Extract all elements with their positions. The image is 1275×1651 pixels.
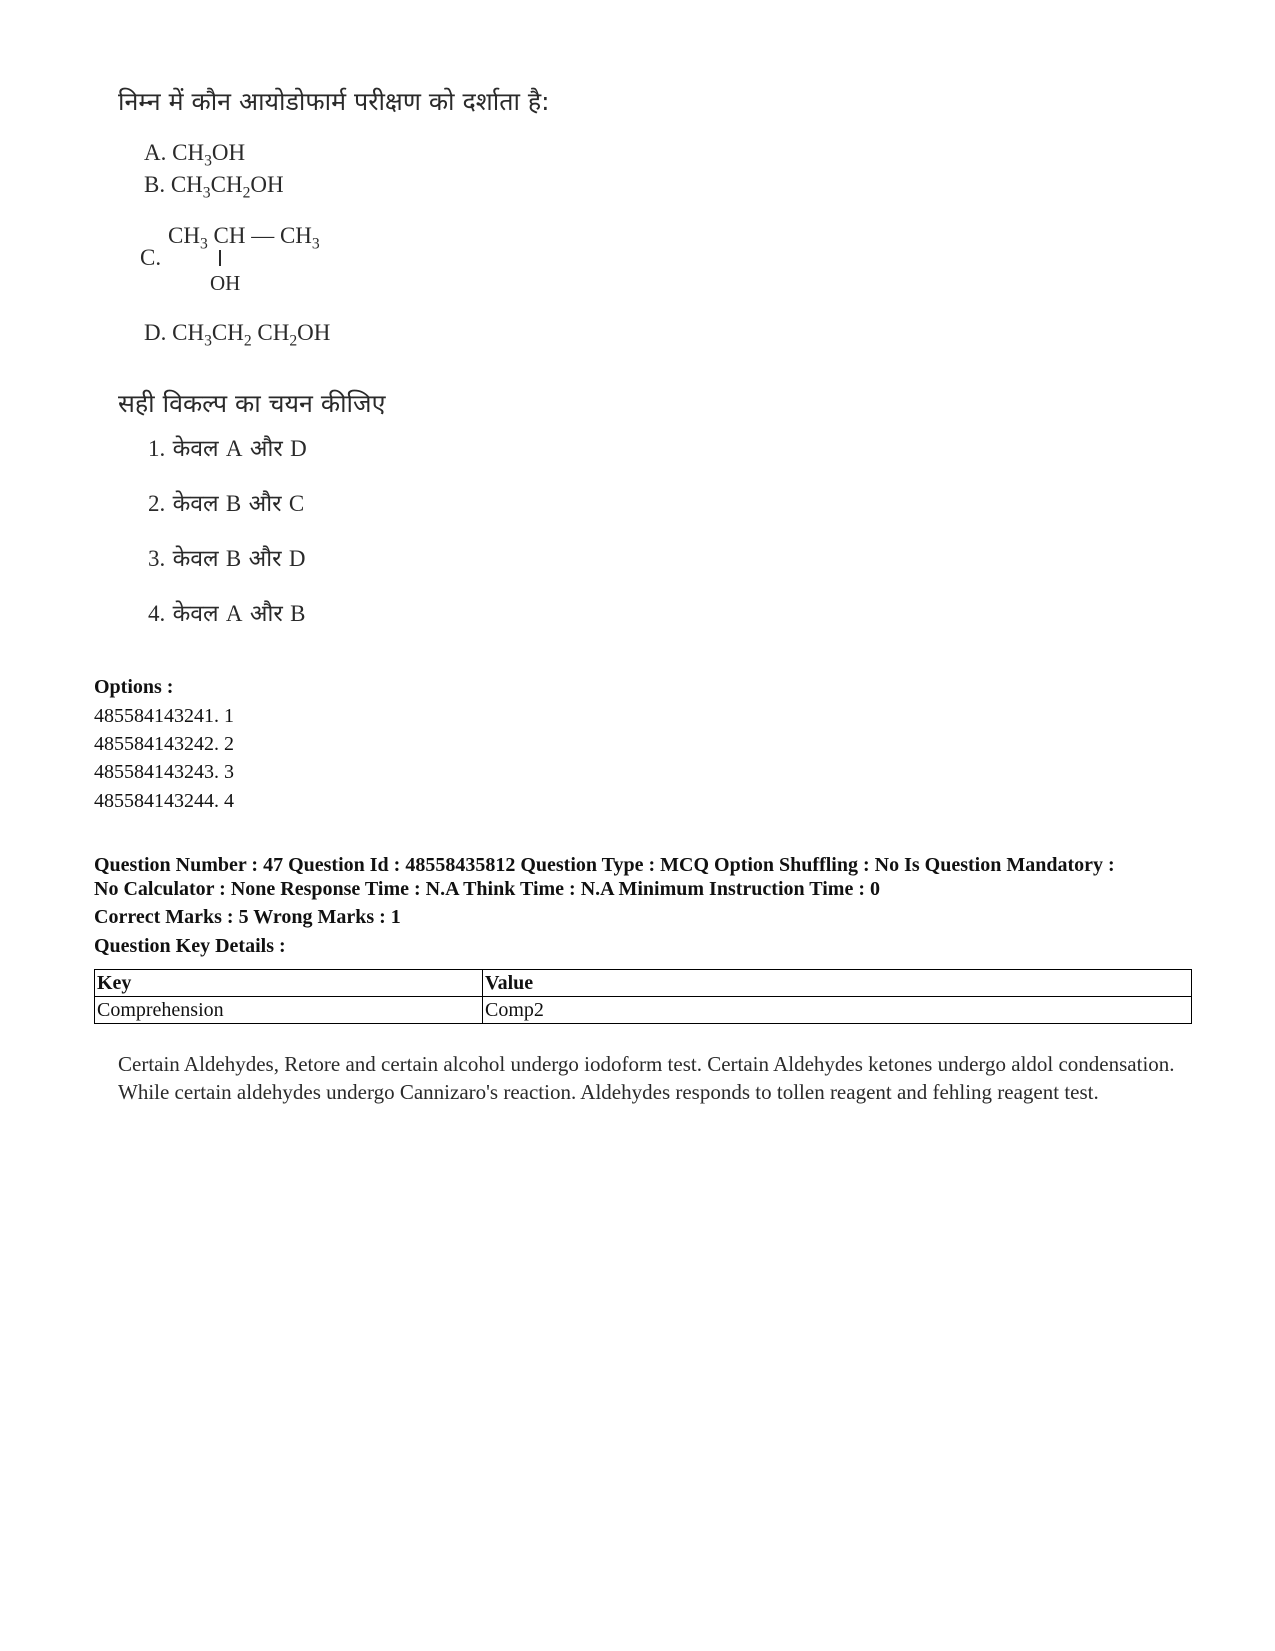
choice-letter: C bbox=[288, 491, 305, 516]
formula-text: CH bbox=[279, 223, 312, 248]
choice-and: और bbox=[249, 601, 283, 627]
formula-text: CH bbox=[213, 223, 246, 248]
choice-number: 2. bbox=[148, 491, 166, 516]
formula-subscript: 2 bbox=[289, 332, 298, 350]
table-header-cell: Value bbox=[483, 970, 1192, 997]
question-marks: Correct Marks : 5 Wrong Marks : 1 bbox=[94, 906, 401, 928]
choice-word: केवल bbox=[172, 601, 219, 627]
formula-text: CH bbox=[172, 320, 205, 345]
formula-text: CH bbox=[170, 172, 203, 197]
formula-subscript: 3 bbox=[202, 184, 211, 202]
compound-c-label: C. bbox=[140, 245, 162, 270]
choice-letter: B bbox=[225, 546, 242, 571]
compound-b bbox=[144, 172, 284, 202]
choice-and: और bbox=[248, 491, 282, 517]
choice-letter: B bbox=[290, 601, 306, 626]
formula-text: CH bbox=[168, 223, 200, 248]
question-meta-line-2: No Calculator : None Response Time : N.A Think Time : N.A Minimum Instruction Time : 0 bbox=[94, 878, 880, 900]
option-item: 485584143244. 4 bbox=[94, 790, 234, 812]
option-item: 485584143243. 3 bbox=[94, 761, 234, 783]
choice-word: केवल bbox=[172, 491, 219, 517]
options-heading: Options : bbox=[94, 676, 174, 698]
choice-letter: D bbox=[288, 546, 306, 571]
choose-instruction: सही विकल्प का चयन कीजिए bbox=[118, 389, 386, 418]
choice-number: 1. bbox=[148, 436, 166, 461]
question-key-heading: Question Key Details : bbox=[94, 935, 286, 957]
option-item: 485584143242. 2 bbox=[94, 733, 234, 755]
option-item: 485584143241. 1 bbox=[94, 705, 234, 727]
question-key-table bbox=[94, 969, 1192, 1024]
bond-line bbox=[219, 250, 221, 266]
table-header-cell: Key bbox=[95, 970, 483, 997]
choice-and: और bbox=[249, 436, 283, 462]
choice-word: केवल bbox=[172, 436, 219, 462]
choice-letter: A bbox=[225, 601, 243, 626]
formula-text: OH bbox=[250, 172, 284, 197]
choice-letter: B bbox=[225, 491, 242, 516]
formula-text: OH bbox=[297, 320, 331, 345]
choice-letter: D bbox=[290, 436, 307, 461]
choice-number: 4. bbox=[148, 601, 166, 626]
table-cell: Comprehension bbox=[95, 997, 483, 1024]
question-prompt: निम्न में कौन आयोडोफार्म परीक्षण को दर्शाता है: bbox=[118, 87, 550, 116]
choice-letter: A bbox=[225, 436, 243, 461]
formula-subscript: 3 bbox=[204, 332, 212, 350]
compound-label: B. bbox=[144, 172, 166, 197]
compound-a bbox=[144, 140, 246, 170]
choice-2 bbox=[148, 486, 304, 518]
choice-4 bbox=[148, 596, 305, 628]
compound-d bbox=[144, 320, 331, 350]
compound-label: A. bbox=[144, 140, 167, 165]
formula-text: CH bbox=[257, 320, 290, 345]
formula-text: CH bbox=[172, 140, 205, 165]
formula-text: CH bbox=[210, 172, 243, 197]
table-row bbox=[95, 997, 1192, 1024]
choice-word: केवल bbox=[172, 546, 219, 572]
formula-subscript: 2 bbox=[242, 184, 251, 202]
compound-label: D. bbox=[144, 320, 167, 345]
formula-subscript: 2 bbox=[243, 332, 252, 350]
compound-c-oh: OH bbox=[210, 271, 241, 295]
formula-subscript: 3 bbox=[311, 235, 320, 253]
table-cell: Comp2 bbox=[483, 997, 1192, 1024]
compound-c-top-row bbox=[168, 223, 320, 253]
question-meta-line-1: Question Number : 47 Question Id : 48558435812 Question Type : MCQ Option Shuffling : No Is Question Mandatory : bbox=[94, 854, 1115, 876]
choice-1 bbox=[148, 431, 307, 463]
comprehension-passage: Certain Aldehydes, Retore and certain alcohol undergo iodoform test. Certain Aldehydes ketones undergo aldol condensation. While certain aldehydes undergo Cannizaro's reaction. Aldehydes responds to tollen reagent and fehling reagent test. bbox=[118, 1052, 1175, 1104]
table-header-row bbox=[95, 970, 1192, 997]
choice-3 bbox=[148, 541, 305, 573]
choice-and: और bbox=[248, 546, 282, 572]
formula-text: CH bbox=[211, 320, 244, 345]
choice-number: 3. bbox=[148, 546, 166, 571]
bond-dash: — bbox=[251, 223, 275, 248]
formula-subscript: 3 bbox=[199, 235, 208, 253]
formula-text: OH bbox=[211, 140, 246, 165]
formula-subscript: 3 bbox=[204, 152, 212, 170]
